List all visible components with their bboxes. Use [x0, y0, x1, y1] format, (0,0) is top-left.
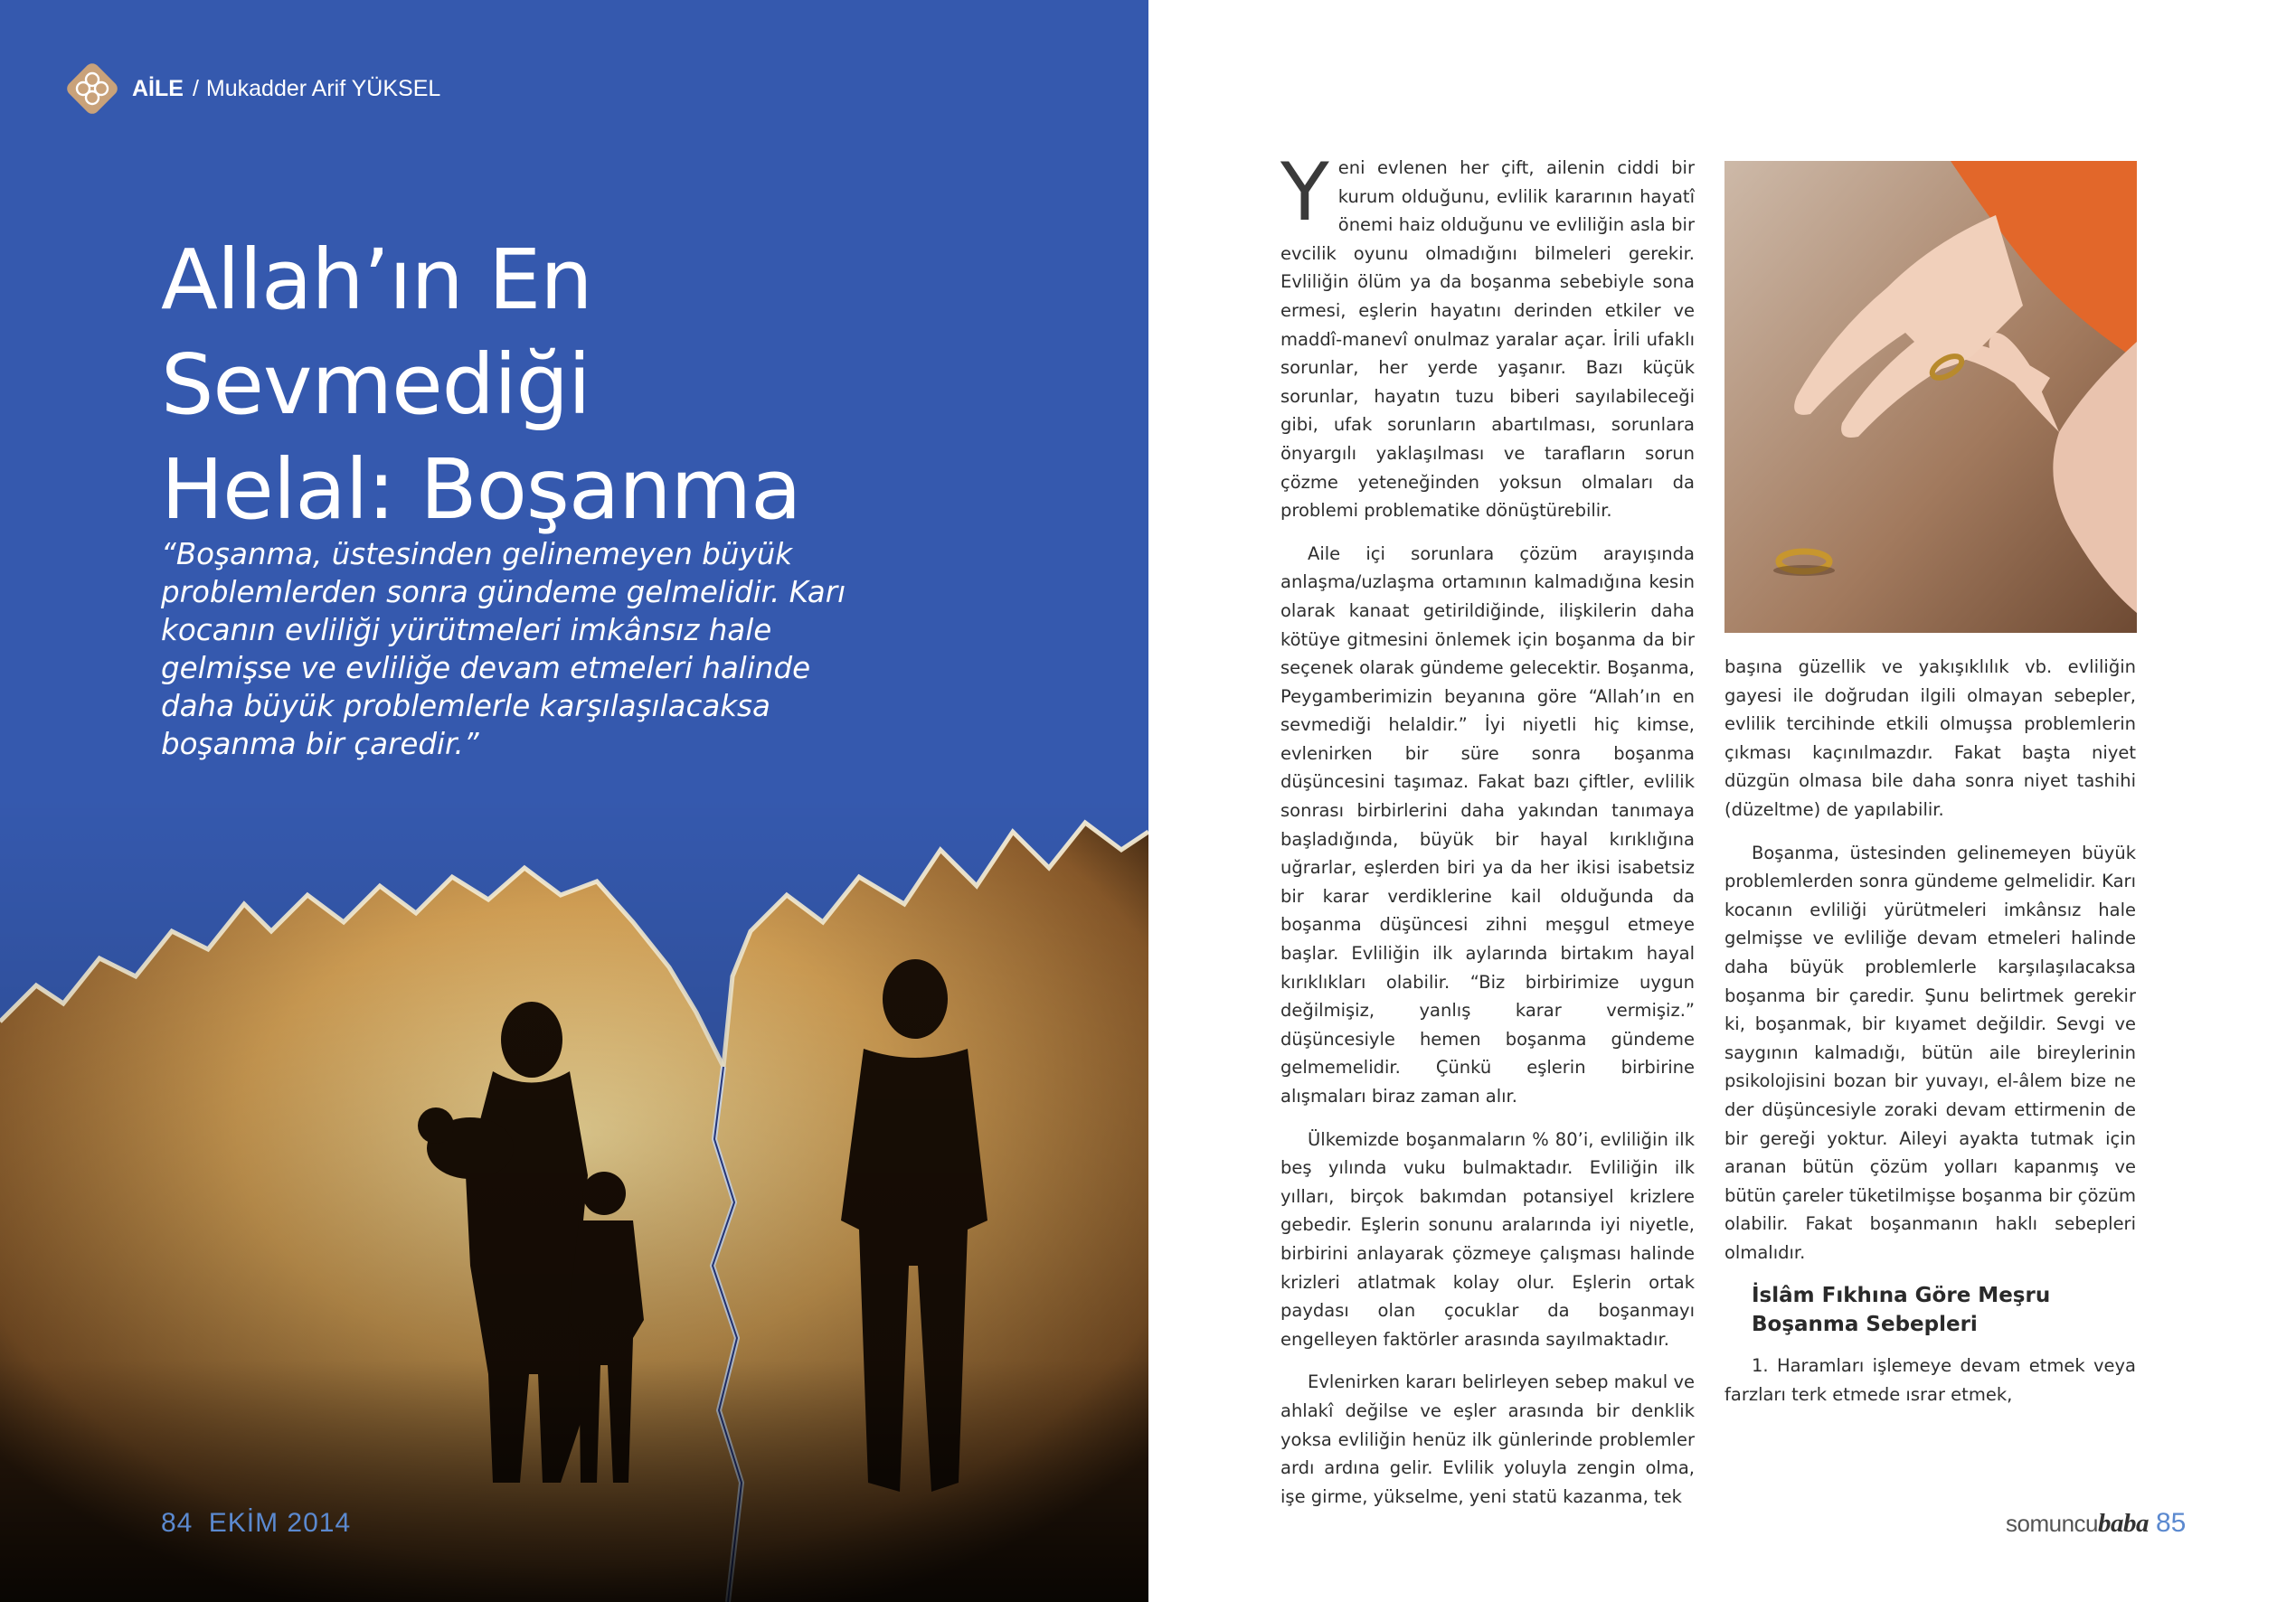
paragraph: Aile içi sorunlara çözüm arayışında anlaşma/uzlaşma ortamının kalmadığına kesin olarak kanaat getirildiğinde, ilişkilerin daha kötüye gitmesini önlemek için boşanma da bir seçenek olarak gündeme gelecektir. Boşanma, Peygamberimizin beyanına göre “Allah’ın en sevmediği helaldir.” İyi niyetli hiç kimse, evlenirken bir süre sonra boşanma düşüncesini taşımaz. Fakat bazı çiftler, evlilik sonrası birbirlerini daha yakından tanımaya başladığında, büyük bir hayal kırıklığına uğrarlar, eşlerden biri ya da her ikisi isabetsiz bir karar verdiklerine kail olduğunda da boşanma düşüncesi zihni meşgul etmeye başlar. Evliliğin ilk aylarında birtakım hayal kırıklıkları olabilir. “Biz birbirimize uygun değilmişiz, yanlış karar vermişiz.” düşüncesiyle hemen boşanma gündeme gelmemelidir. Çünkü eşlerin birbirine alışmaları biraz zaman alır.: [1280, 542, 1695, 1107]
family-silhouette-illustration: [0, 796, 1148, 1602]
page-number-left: 84: [161, 1508, 194, 1538]
title-line-2: Helal: Boşanma: [161, 441, 801, 538]
left-folio: [161, 1508, 351, 1539]
paragraph: başına güzellik ve yakışıklılık vb. evliliğin gayesi ile doğrudan ilgili olmayan sebepler, evlilik tercihinde etkili olmuşsa problemlerin çıkması kaçınılmazdır. Fakat başta niyet düzgün olmasa bile daha sonra niyet tashihi (düzeltme) de yapılabilir.: [1724, 656, 2136, 820]
text-column-2: [1724, 653, 2136, 1424]
issue-date: EKİM 2014: [208, 1508, 352, 1538]
section-header: [63, 60, 440, 118]
page-number-right: 85: [2156, 1508, 2187, 1538]
title-line-1: Allah’ın En Sevmediği: [161, 231, 592, 433]
text-column-1: [1280, 146, 1695, 1525]
paragraph: Evlenirken kararı belirleyen sebep makul ve ahlakî değilse ve eşler arasında bir denklik yoksa evliliğin henüz ilk günlerinde problemler ardı ardına gelir. Evlilik yoluyla zengin olma, işe girme, yükselme, yeni statü kazanma, tek: [1280, 1371, 1695, 1507]
subheading: [1752, 1281, 2136, 1339]
paragraph: 1. Haramları işlemeye devam etmek veya farzları terk etmede ısrar etmek,: [1724, 1355, 2136, 1406]
ring-hands-photo: [1724, 161, 2137, 633]
author-name: Mukadder Arif YÜKSEL: [205, 75, 441, 101]
brand-part-1: somuncu: [2006, 1510, 2098, 1537]
paragraph: Ülkemizde boşanmaların % 80’i, evliliğin ilk beş yılında vuku bulmaktadır. Evliliğin ilk yılları, birçok bakımdan potansiyel krizlere gebedir. Eşlerin sonunu aralarında iyi niyetle, birbirini anlayarak çözmeye çalışması halinde krizleri atlatmak kolay olur. Eşlerin ortak paydası olan çocuklar da boşanmayı engelleyen faktörler arasında sayılmaktadır.: [1280, 1128, 1695, 1350]
section-name: AİLE: [132, 75, 184, 101]
paragraph-text: eni evlenen her çift, ailenin ciddi bir kurum olduğunu, evlilik kararının hayatî önemi haiz olduğunu ve evliliğin asla bir evcilik oyunu olmadığını bilmeleri gerekir. Evliliğin ölüm ya da boşanma sebebiyle sona ermesi, eşlerin hayatını derinden etkiler ve maddî-manevî onulmaz yaralar açar. İrili ufaklı sorunlar, her yerde yaşanır. Bazı küçük sorunlar, hayatın tuzu biberi sayılabileceği gibi, ufak sorunların abartılması, sorunlara önyargılı yaklaşılması ve tarafların sorun çözme yeteneğinden yoksun olmaları da problemi problematike dönüştürebilir.: [1280, 157, 1695, 522]
header-separator: /: [192, 75, 199, 101]
subheading-line-1: İslâm Fıkhına Göre Meşru: [1752, 1284, 2051, 1308]
subheading-line-2: Boşanma Sebepleri: [1752, 1313, 1978, 1337]
diamond-knot-icon: [63, 60, 121, 118]
drop-cap: Y: [1280, 146, 1329, 239]
paragraph: [1280, 146, 1695, 525]
paragraph: Boşanma, üstesinden gelinemeyen büyük problemlerden sonra gündeme gelmelidir. Karı kocanın evliliği yürütmeleri imkânsız hale gelmişse ve evliliğe devam etmeleri halinde daha büyük problemlerle karşılaşılacaksa boşanma bir çaredir. Şunu belirtmek gerekir ki, boşanmak, bir kıyamet değildir. Sevgi ve saygının kalmadığı, bütün aile bireylerinin psikolojisini bozan bir yuvayı, el-âlem bize ne der düşüncesiyle zoraki devam ettirmenin de bir gereği yoktur. Aileyi ayakta tutmak için aranan bütün çözüm yolları kapanmış ve bütün çareler tüketilmişse boşanma bir çözüm olabilir. Fakat boşanmanın haklı sebepleri olmalıdır.: [1724, 842, 2136, 1263]
right-page: [1148, 0, 2296, 1602]
pull-quote: “Boşanma, üstesinden gelinemeyen büyük problemlerden sonra gündeme gelmelidir. Karı kocanın evliliği yürütmeleri imkânsız hale gelmişse ve evliliğe devam etmeleri halinde daha büyük problemlerle karşılaşılacaksa boşanma bir çaredir.”: [161, 537, 846, 761]
brand-part-2: baba: [2098, 1509, 2149, 1538]
right-folio: [2006, 1508, 2186, 1539]
article-title: [161, 228, 1029, 542]
magazine-brand: [2006, 1509, 2149, 1539]
